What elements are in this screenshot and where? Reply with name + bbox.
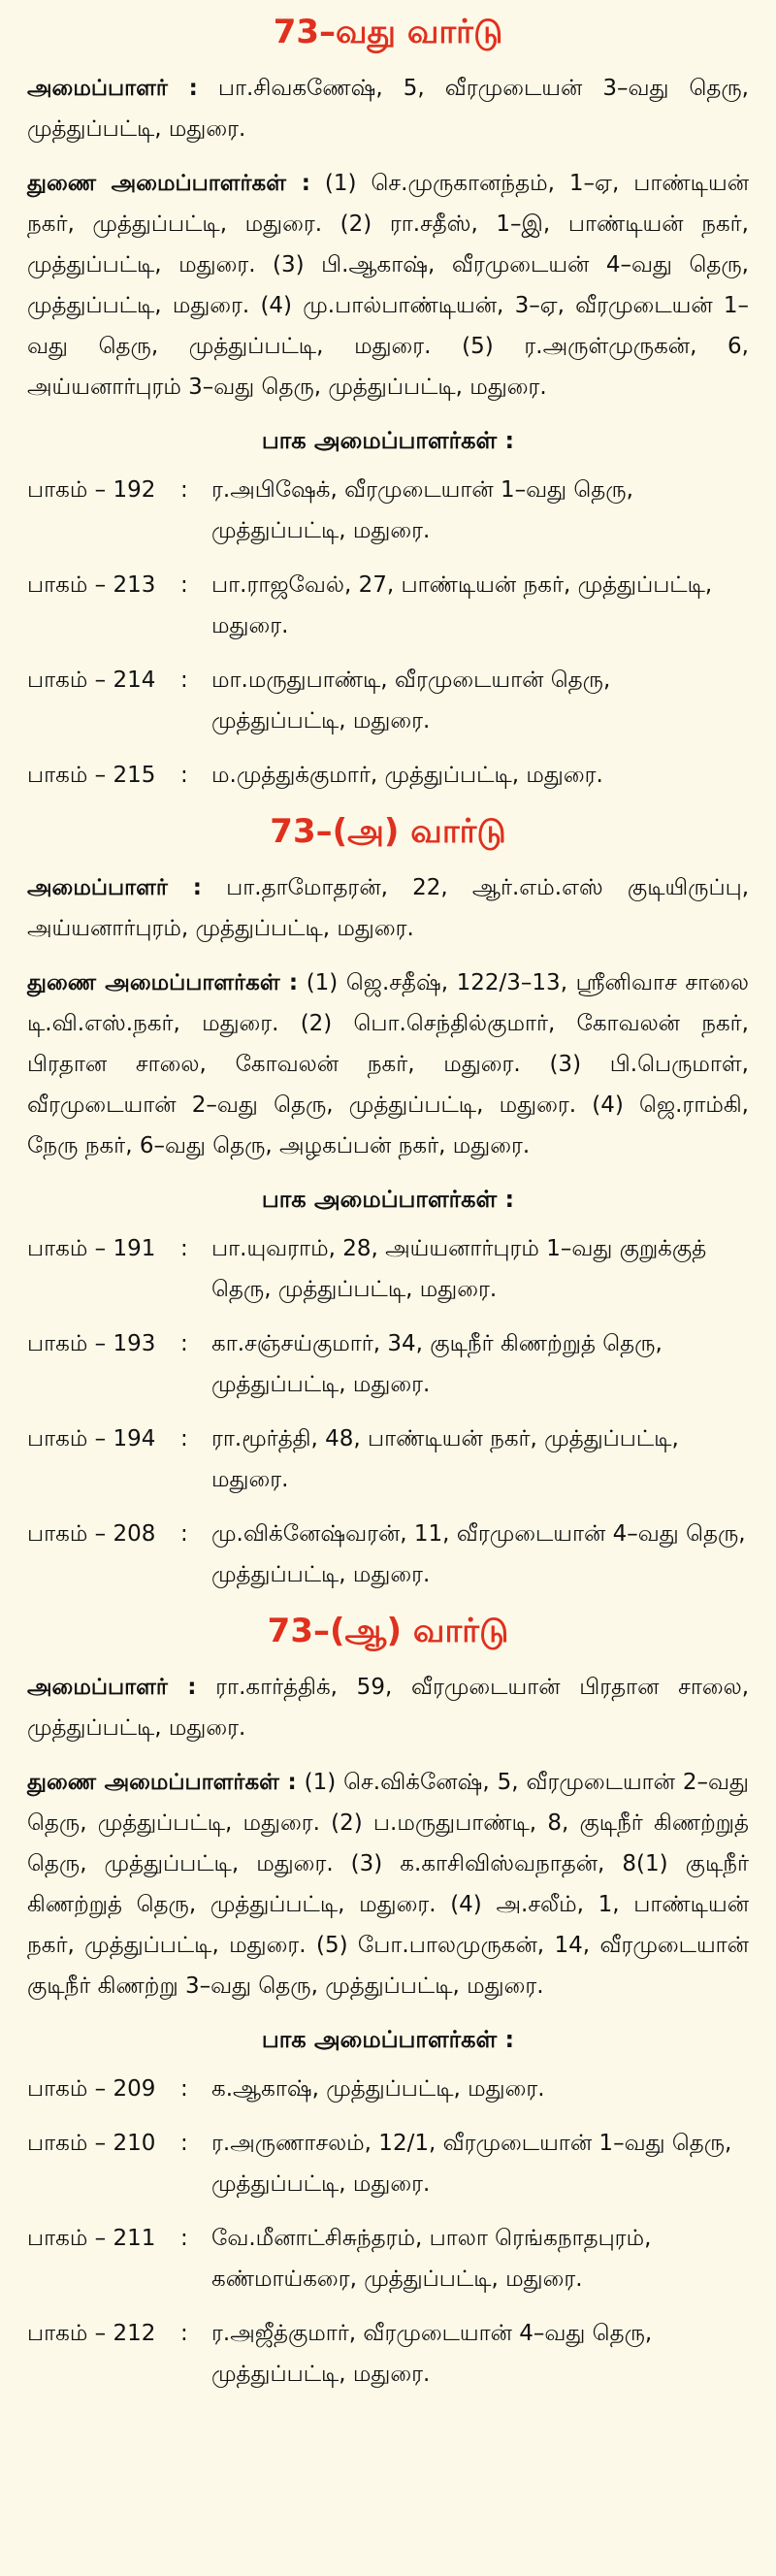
part-label: பாகம் – 214 <box>27 668 156 693</box>
deputy-paragraph <box>27 163 749 408</box>
deputy-paragraph <box>27 1762 749 2006</box>
part-label: பாகம் – 213 <box>27 572 156 598</box>
part-row <box>27 755 749 796</box>
part-colon: : <box>180 763 188 788</box>
ward-title: 73–(ஆ) வார்டு <box>267 1612 509 1650</box>
organizer-paragraph <box>27 867 749 949</box>
part-row <box>27 2218 749 2299</box>
part-text: க.ஆகாஷ், முத்துப்பட்டி, மதுரை. <box>211 2076 545 2102</box>
part-colon: : <box>180 1331 188 1356</box>
part-row <box>27 470 749 551</box>
part-label: பாகம் – 215 <box>27 763 156 788</box>
part-colon: : <box>180 572 188 598</box>
part-label: பாகம் – 212 <box>27 2321 156 2346</box>
part-colon: : <box>180 477 188 503</box>
part-text: ர.அருணாசலம், 12/1, வீரமுடையான் 1–வது தெரு, முத்துப்பட்டி, மதுரை. <box>211 2131 732 2197</box>
part-row <box>27 1514 749 1595</box>
ward-section <box>27 809 749 1595</box>
part-text: ரா.மூர்த்தி, 48, பாண்டியன் நகர், முத்துப்பட்டி, மதுரை. <box>211 1426 679 1492</box>
part-row <box>27 1228 749 1310</box>
organizer-label: அமைப்பாளர் : <box>27 875 202 900</box>
organizer-text: பா.தாமோதரன், 22, ஆர்.எம்.எஸ் குடியிருப்பு, அய்யனார்புரம், முத்துப்பட்டி, மதுரை. <box>27 875 749 941</box>
deputy-label: துணை அமைப்பாளர்கள் : <box>27 970 299 995</box>
part-colon: : <box>180 2321 188 2346</box>
part-text: ம.முத்துக்குமார், முத்துப்பட்டி, மதுரை. <box>211 763 603 788</box>
parts-heading: பாக அமைப்பாளர்கள் : <box>261 1186 515 1213</box>
part-text: மு.விக்னேஷ்வரன், 11, வீரமுடையான் 4–வது தெரு, முத்துப்பட்டி, மதுரை. <box>211 1521 746 1587</box>
part-text: ர.அபிஷேக், வீரமுடையான் 1–வது தெரு, முத்துப்பட்டி, மதுரை. <box>211 477 633 543</box>
deputy-paragraph <box>27 962 749 1166</box>
part-text: பா.ராஜவேல், 27, பாண்டியன் நகர், முத்துப்பட்டி, மதுரை. <box>211 572 713 638</box>
deputy-text: (1) செ.முருகானந்தம், 1–ஏ, பாண்டியன் நகர், முத்துப்பட்டி, மதுரை. (2) ரா.சதீஸ், 1–இ, பாண்டியன் நகர், முத்துப்பட்டி, மதுரை. (3) பி.ஆகாஷ், வீரமுடையன் 4–வது தெரு, முத்துப்பட்டி, மதுரை. (4) மு.பால்பாண்டியன், 3–ஏ, வீரமுடையன் 1–வது தெரு, முத்துப்பட்டி, மதுரை. (5) ர.அருள்முருகன், 6, அய்யனார்புரம் 3–வது தெரு, முத்துப்பட்டி, மதுரை. <box>27 171 749 400</box>
part-colon: : <box>180 1521 188 1547</box>
part-colon: : <box>180 2076 188 2102</box>
part-colon: : <box>180 668 188 693</box>
part-label: பாகம் – 191 <box>27 1236 156 1261</box>
part-colon: : <box>180 1236 188 1261</box>
organizer-text: ரா.கார்த்திக், 59, வீரமுடையான் பிரதான சாலை, முத்துப்பட்டி, மதுரை. <box>27 1675 750 1741</box>
part-text: வே.மீனாட்சிசுந்தரம், பாலா ரெங்கநாதபுரம், கண்மாய்கரை, முத்துப்பட்டி, மதுரை. <box>211 2226 652 2292</box>
part-colon: : <box>180 2226 188 2251</box>
deputy-text: (1) ஜெ.சதீஷ், 122/3–13, ஸ்ரீனிவாச சாலை டி.வி.எஸ்.நகர், மதுரை. (2) பொ.செந்தில்குமார், கோவலன் நகர், பிரதான சாலை, கோவலன் நகர், மதுரை. (3) பி.பெருமாள், வீரமுடையான் 2–வது தெரு, முத்துப்பட்டி, மதுரை. (4) ஜெ.ராம்கி, நேரு நகர், 6–வது தெரு, அழகப்பன் நகர், மதுரை. <box>27 970 750 1158</box>
part-text: மா.மருதுபாண்டி, வீரமுடையான் தெரு, முத்துப்பட்டி, மதுரை. <box>211 668 611 734</box>
part-text: பா.யுவராம், 28, அய்யனார்புரம் 1–வது குறுக்குத் தெரு, முத்துப்பட்டி, மதுரை. <box>211 1236 707 1302</box>
ward-section <box>27 10 749 796</box>
part-colon: : <box>180 2131 188 2156</box>
part-colon: : <box>180 1426 188 1451</box>
part-label: பாகம் – 208 <box>27 1521 156 1547</box>
ward-section <box>27 1609 749 2395</box>
organizer-label: அமைப்பாளர் : <box>27 76 198 101</box>
part-label: பாகம் – 209 <box>27 2076 156 2102</box>
organizer-paragraph <box>27 1667 749 1748</box>
ward-title: 73–வது வார்டு <box>273 13 503 51</box>
part-row <box>27 2123 749 2204</box>
part-row <box>27 1418 749 1500</box>
deputy-text: (1) செ.விக்னேஷ், 5, வீரமுடையான் 2–வது தெரு, முத்துப்பட்டி, மதுரை. (2) ப.மருதுபாண்டி, 8, குடிநீர் கிணற்றுத் தெரு, முத்துப்பட்டி, மதுரை. (3) க.காசிவிஸ்வநாதன், 8(1) குடிநீர் கிணற்றுத் தெரு, முத்துப்பட்டி, மதுரை. (4) அ.சலீம், 1, பாண்டியன் நகர், முத்துப்பட்டி, மதுரை. (5) போ.பாலமுருகன், 14, வீரமுடையான் குடிநீர் கிணற்று 3–வது தெரு, முத்துப்பட்டி, மதுரை. <box>27 1770 749 1999</box>
organizer-paragraph <box>27 68 749 149</box>
ward-title: 73–(அ) வார்டு <box>270 812 506 851</box>
deputy-label: துணை அமைப்பாளர்கள் : <box>27 1770 297 1795</box>
part-row <box>27 2313 749 2395</box>
part-label: பாகம் – 192 <box>27 477 156 503</box>
part-label: பாகம் – 210 <box>27 2131 156 2156</box>
part-row <box>27 1323 749 1405</box>
part-row <box>27 2069 749 2109</box>
parts-heading: பாக அமைப்பாளர்கள் : <box>261 2026 515 2053</box>
part-text: ர.அஜீத்குமார், வீரமுடையான் 4–வது தெரு, முத்துப்பட்டி, மதுரை. <box>211 2321 653 2387</box>
organizer-text: பா.சிவகணேஷ், 5, வீரமுடையன் 3–வது தெரு, முத்துப்பட்டி, மதுரை. <box>27 76 749 142</box>
part-text: கா.சஞ்சய்குமார், 34, குடிநீர் கிணற்றுத் தெரு, முத்துப்பட்டி, மதுரை. <box>211 1331 663 1397</box>
part-row <box>27 565 749 646</box>
organizer-label: அமைப்பாளர் : <box>27 1675 197 1700</box>
parts-heading: பாக அமைப்பாளர்கள் : <box>261 427 515 454</box>
part-row <box>27 660 749 741</box>
part-label: பாகம் – 194 <box>27 1426 156 1451</box>
deputy-label: துணை அமைப்பாளர்கள் : <box>27 171 310 196</box>
part-label: பாகம் – 211 <box>27 2226 156 2251</box>
part-label: பாகம் – 193 <box>27 1331 156 1356</box>
